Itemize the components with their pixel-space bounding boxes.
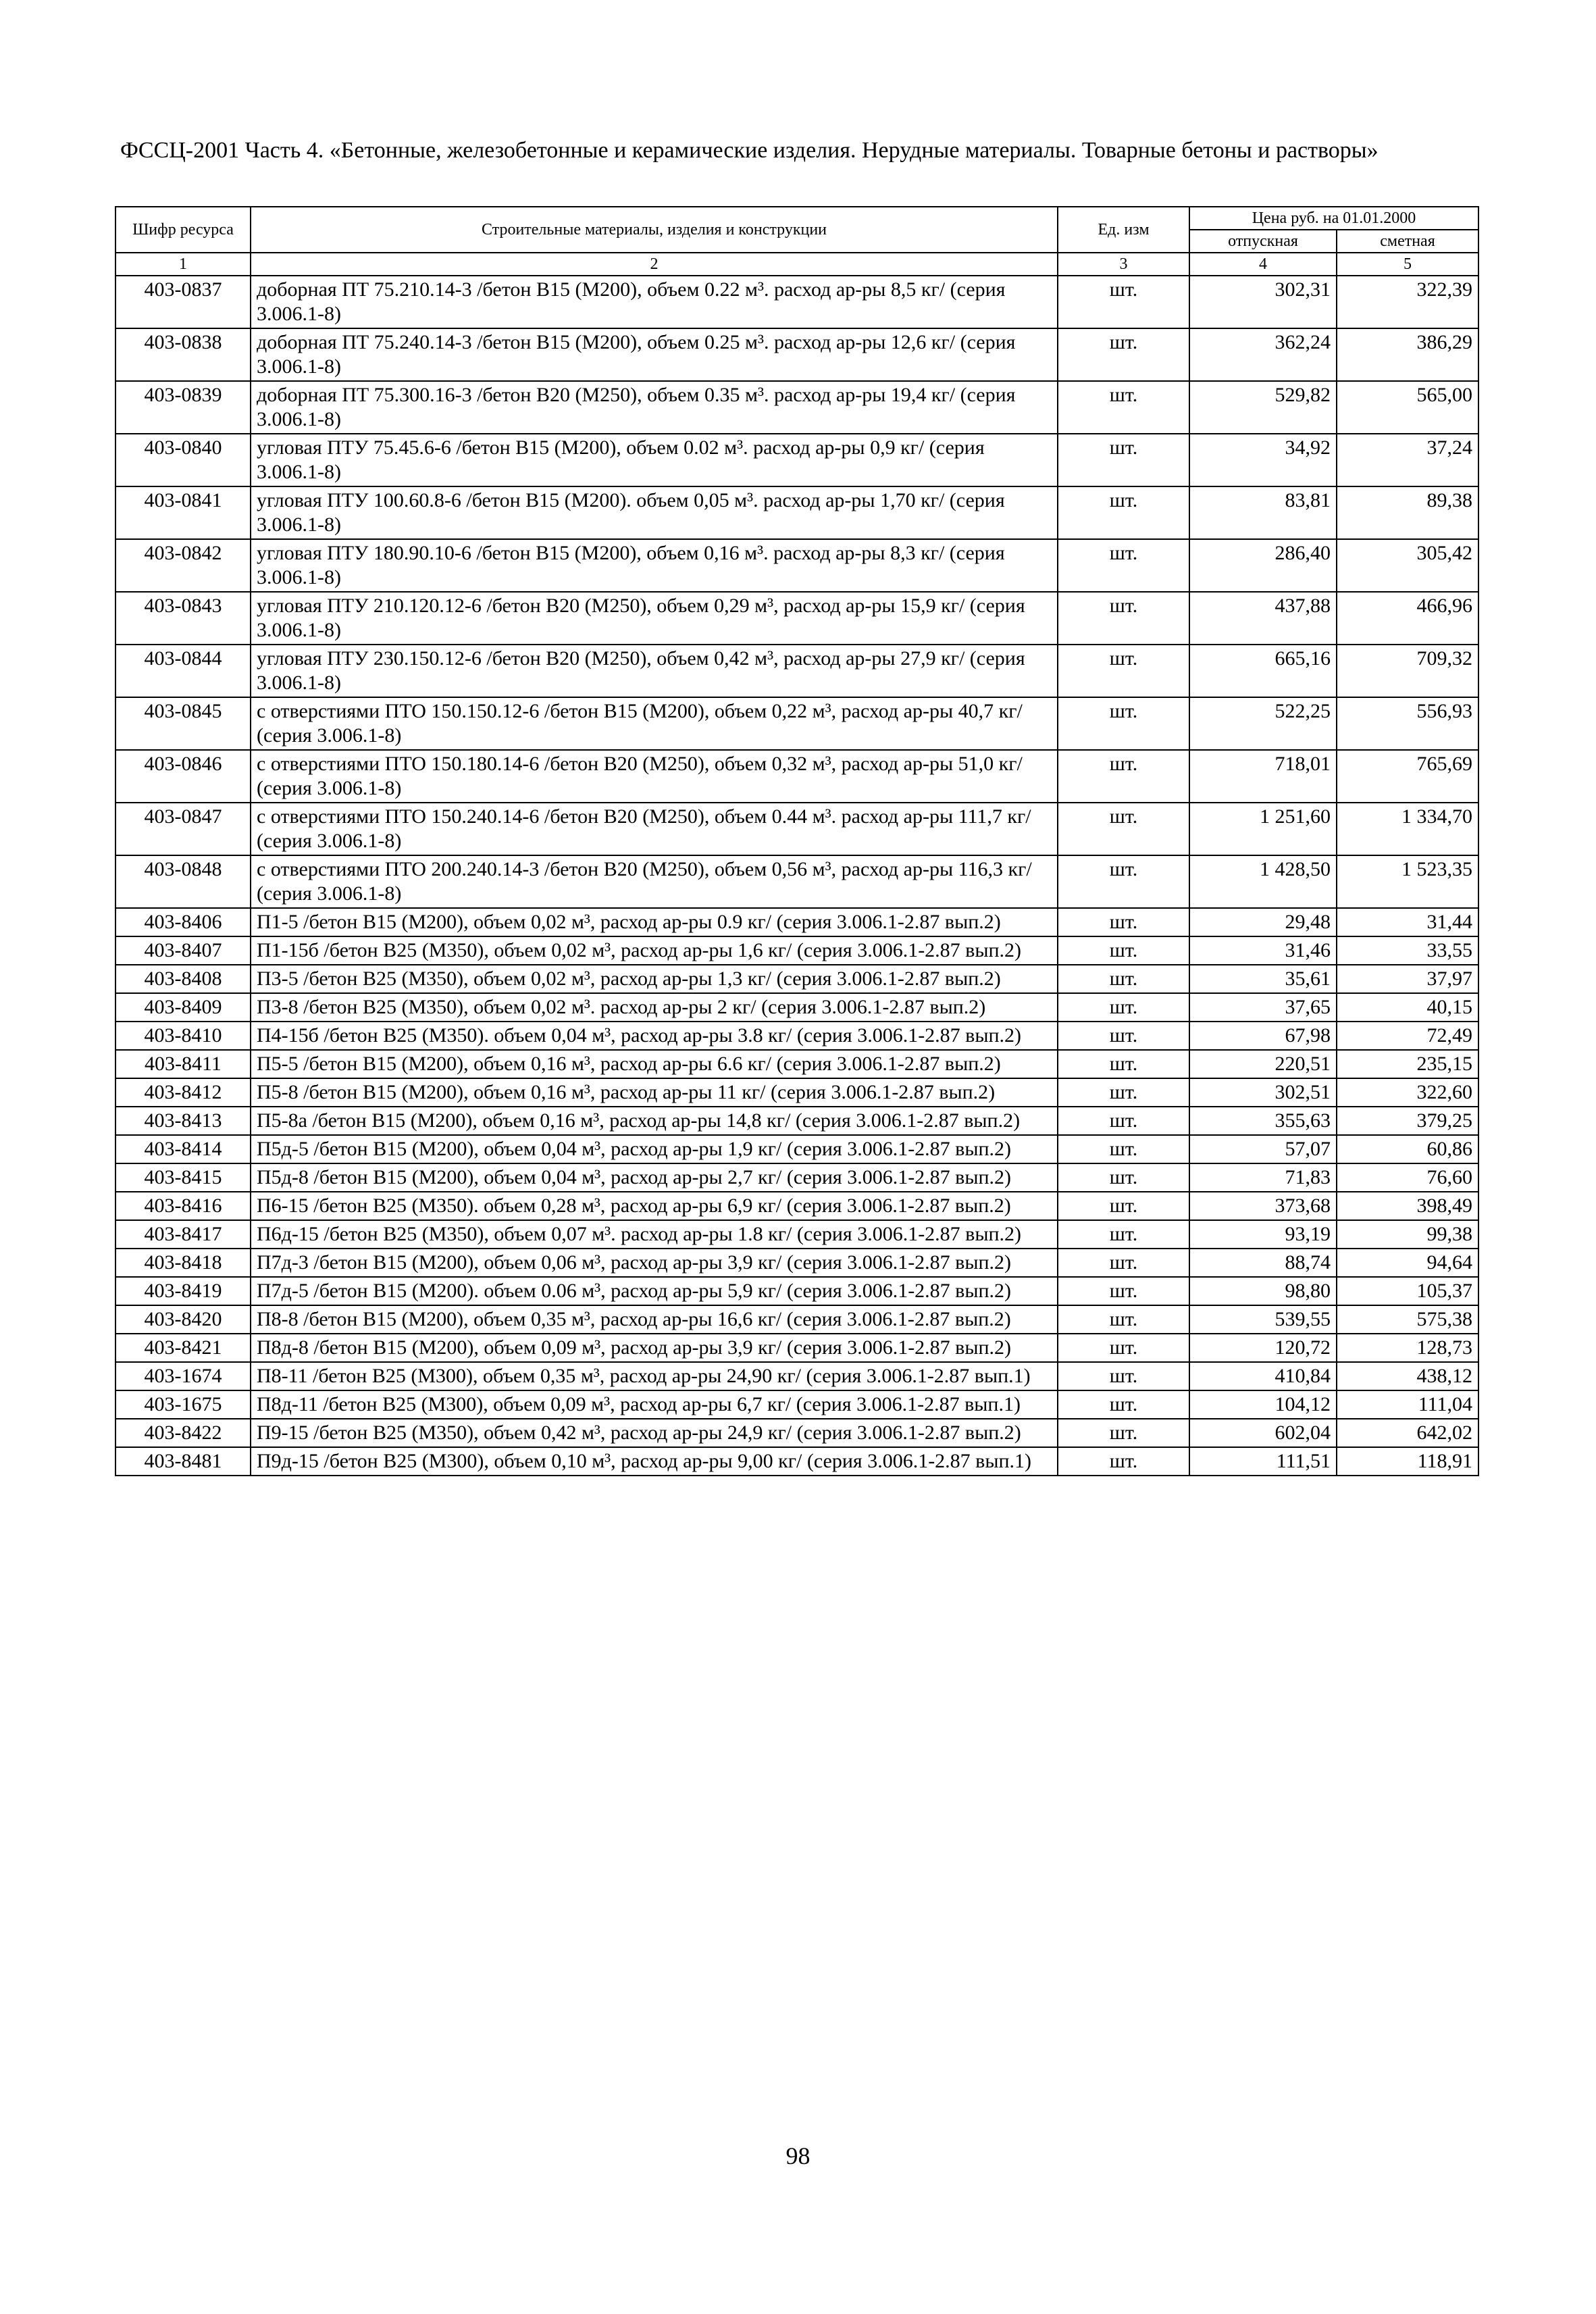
table-row	[115, 1050, 1478, 1078]
resource-code: 403-1675	[115, 1390, 251, 1419]
material-description: угловая ПТУ 180.90.10-6 /бетон В15 (М200), объем 0,16 м³. расход ар-ры 8,3 кг/ (серия 3.006.1-8)	[251, 539, 1058, 592]
release-price: 83,81	[1189, 486, 1337, 539]
material-description: угловая ПТУ 230.150.12-6 /бетон В20 (М250), объем 0,42 м³, расход ар-ры 27,9 кг/ (серия 3.006.1-8)	[251, 645, 1058, 697]
table-row	[115, 276, 1478, 328]
resource-code: 403-8406	[115, 908, 251, 936]
table-row	[115, 1447, 1478, 1476]
material-description: П7д-5 /бетон В15 (М200). объем 0.06 м³, расход ар-ры 5,9 кг/ (серия 3.006.1-2.87 вып.2)	[251, 1277, 1058, 1305]
resource-code: 403-8416	[115, 1192, 251, 1220]
table-row	[115, 486, 1478, 539]
estimate-price: 565,00	[1337, 381, 1478, 434]
estimate-price: 94,64	[1337, 1249, 1478, 1277]
release-price: 718,01	[1189, 750, 1337, 803]
table-row	[115, 1022, 1478, 1050]
material-description: с отверстиями ПТО 150.150.12-6 /бетон В15 (М200), объем 0,22 м³, расход ар-ры 40,7 кг/ (серия 3.006.1-8)	[251, 697, 1058, 750]
table-row	[115, 328, 1478, 381]
release-price: 88,74	[1189, 1249, 1337, 1277]
unit-of-measure: шт.	[1058, 1022, 1189, 1050]
unit-of-measure: шт.	[1058, 1390, 1189, 1419]
estimate-price: 89,38	[1337, 486, 1478, 539]
estimate-price: 118,91	[1337, 1447, 1478, 1476]
material-description: доборная ПТ 75.210.14-3 /бетон В15 (М200), объем 0.22 м³. расход ар-ры 8,5 кг/ (серия 3.006.1-8)	[251, 276, 1058, 328]
unit-of-measure: шт.	[1058, 592, 1189, 645]
estimate-price: 322,39	[1337, 276, 1478, 328]
unit-of-measure: шт.	[1058, 1107, 1189, 1135]
release-price: 93,19	[1189, 1220, 1337, 1249]
material-description: П5-5 /бетон В15 (М200), объем 0,16 м³, расход ар-ры 6.6 кг/ (серия 3.006.1-2.87 вып.2)	[251, 1050, 1058, 1078]
document-title: ФССЦ-2001 Часть 4. «Бетонные, железобетонные и керамические изделия. Нерудные материалы. Товарные бетоны и растворы»	[120, 138, 1379, 163]
release-price: 34,92	[1189, 434, 1337, 486]
table-row	[115, 592, 1478, 645]
release-price: 98,80	[1189, 1277, 1337, 1305]
unit-of-measure: шт.	[1058, 855, 1189, 908]
release-price: 1 428,50	[1189, 855, 1337, 908]
header-unit: Ед. изм	[1058, 207, 1189, 253]
resource-code: 403-8408	[115, 965, 251, 993]
unit-of-measure: шт.	[1058, 276, 1189, 328]
unit-of-measure: шт.	[1058, 486, 1189, 539]
unit-of-measure: шт.	[1058, 1192, 1189, 1220]
table-row	[115, 803, 1478, 855]
unit-of-measure: шт.	[1058, 908, 1189, 936]
release-price: 120,72	[1189, 1334, 1337, 1362]
material-description: П9-15 /бетон В25 (М350), объем 0,42 м³, расход ар-ры 24,9 кг/ (серия 3.006.1-2.87 вып.2)	[251, 1419, 1058, 1447]
estimate-price: 31,44	[1337, 908, 1478, 936]
table-row	[115, 1135, 1478, 1163]
resource-code: 403-8410	[115, 1022, 251, 1050]
material-description: П5д-5 /бетон В15 (М200), объем 0,04 м³, расход ар-ры 1,9 кг/ (серия 3.006.1-2.87 вып.2)	[251, 1135, 1058, 1163]
resource-code: 403-8413	[115, 1107, 251, 1135]
estimate-price: 128,73	[1337, 1334, 1478, 1362]
material-description: П4-15б /бетон В25 (М350). объем 0,04 м³, расход ар-ры 3.8 кг/ (серия 3.006.1-2.87 вып.2)	[251, 1022, 1058, 1050]
resource-code: 403-0837	[115, 276, 251, 328]
table-row	[115, 1249, 1478, 1277]
release-price: 71,83	[1189, 1163, 1337, 1192]
unit-of-measure: шт.	[1058, 936, 1189, 965]
release-price: 111,51	[1189, 1447, 1337, 1476]
unit-of-measure: шт.	[1058, 697, 1189, 750]
release-price: 57,07	[1189, 1135, 1337, 1163]
resource-code: 403-8421	[115, 1334, 251, 1362]
estimate-price: 60,86	[1337, 1135, 1478, 1163]
material-description: П8-8 /бетон В15 (М200), объем 0,35 м³, расход ар-ры 16,6 кг/ (серия 3.006.1-2.87 вып.2)	[251, 1305, 1058, 1334]
release-price: 665,16	[1189, 645, 1337, 697]
resource-code: 403-8422	[115, 1419, 251, 1447]
column-number: 1	[115, 253, 251, 276]
release-price: 529,82	[1189, 381, 1337, 434]
table-body	[115, 276, 1478, 1476]
table-header-row	[115, 207, 1478, 230]
unit-of-measure: шт.	[1058, 965, 1189, 993]
table-row	[115, 965, 1478, 993]
resource-code: 403-0838	[115, 328, 251, 381]
estimate-price: 76,60	[1337, 1163, 1478, 1192]
unit-of-measure: шт.	[1058, 1305, 1189, 1334]
table-row	[115, 1362, 1478, 1390]
resource-code: 403-8417	[115, 1220, 251, 1249]
header-price: Цена руб. на 01.01.2000	[1189, 207, 1478, 230]
estimate-price: 72,49	[1337, 1022, 1478, 1050]
column-number: 2	[251, 253, 1058, 276]
estimate-price: 438,12	[1337, 1362, 1478, 1390]
material-description: с отверстиями ПТО 200.240.14-3 /бетон В20 (М250), объем 0,56 м³, расход ар-ры 116,3 кг/ (серия 3.006.1-8)	[251, 855, 1058, 908]
estimate-price: 1 523,35	[1337, 855, 1478, 908]
table-row	[115, 936, 1478, 965]
page-number: 98	[786, 2142, 810, 2169]
column-number: 5	[1337, 253, 1478, 276]
release-price: 37,65	[1189, 993, 1337, 1022]
estimate-price: 33,55	[1337, 936, 1478, 965]
material-description: с отверстиями ПТО 150.180.14-6 /бетон В20 (М250), объем 0,32 м³, расход ар-ры 51,0 кг/ (серия 3.006.1-8)	[251, 750, 1058, 803]
header-price-release: отпускная	[1189, 230, 1337, 253]
release-price: 220,51	[1189, 1050, 1337, 1078]
release-price: 286,40	[1189, 539, 1337, 592]
material-description: П1-5 /бетон В15 (М200), объем 0,02 м³, расход ар-ры 0.9 кг/ (серия 3.006.1-2.87 вып.2)	[251, 908, 1058, 936]
unit-of-measure: шт.	[1058, 434, 1189, 486]
unit-of-measure: шт.	[1058, 993, 1189, 1022]
material-description: П5д-8 /бетон В15 (М200), объем 0,04 м³, расход ар-ры 2,7 кг/ (серия 3.006.1-2.87 вып.2)	[251, 1163, 1058, 1192]
unit-of-measure: шт.	[1058, 1447, 1189, 1476]
table-row	[115, 697, 1478, 750]
column-number-row	[115, 253, 1478, 276]
table-row	[115, 1305, 1478, 1334]
release-price: 104,12	[1189, 1390, 1337, 1419]
resource-code: 403-0848	[115, 855, 251, 908]
unit-of-measure: шт.	[1058, 1249, 1189, 1277]
estimate-price: 111,04	[1337, 1390, 1478, 1419]
resource-code: 403-8420	[115, 1305, 251, 1334]
material-description: П8-11 /бетон В25 (М300), объем 0,35 м³, расход ар-ры 24,90 кг/ (серия 3.006.1-2.87 вып.1)	[251, 1362, 1058, 1390]
material-description: П9д-15 /бетон В25 (М300), объем 0,10 м³, расход ар-ры 9,00 кг/ (серия 3.006.1-2.87 вып.1)	[251, 1447, 1058, 1476]
estimate-price: 398,49	[1337, 1192, 1478, 1220]
release-price: 35,61	[1189, 965, 1337, 993]
estimate-price: 1 334,70	[1337, 803, 1478, 855]
resource-code: 403-8411	[115, 1050, 251, 1078]
column-number: 3	[1058, 253, 1189, 276]
material-description: П3-5 /бетон В25 (М350), объем 0,02 м³, расход ар-ры 1,3 кг/ (серия 3.006.1-2.87 вып.2)	[251, 965, 1058, 993]
release-price: 302,31	[1189, 276, 1337, 328]
material-description: П6д-15 /бетон В25 (М350), объем 0,07 м³. расход ар-ры 1.8 кг/ (серия 3.006.1-2.87 вып.2)	[251, 1220, 1058, 1249]
release-price: 410,84	[1189, 1362, 1337, 1390]
resource-code: 403-0841	[115, 486, 251, 539]
document-header	[120, 134, 1485, 168]
resource-code: 403-0846	[115, 750, 251, 803]
material-description: доборная ПТ 75.240.14-3 /бетон В15 (М200), объем 0.25 м³. расход ар-ры 12,6 кг/ (серия 3.006.1-8)	[251, 328, 1058, 381]
header-code: Шифр ресурса	[115, 207, 251, 253]
table-row	[115, 434, 1478, 486]
resource-code: 403-0845	[115, 697, 251, 750]
table-row	[115, 381, 1478, 434]
unit-of-measure: шт.	[1058, 645, 1189, 697]
estimate-price: 709,32	[1337, 645, 1478, 697]
resource-code: 403-8418	[115, 1249, 251, 1277]
unit-of-measure: шт.	[1058, 1277, 1189, 1305]
table-row	[115, 908, 1478, 936]
table-row	[115, 1220, 1478, 1249]
estimate-price: 235,15	[1337, 1050, 1478, 1078]
resource-code: 403-0839	[115, 381, 251, 434]
table-row	[115, 1163, 1478, 1192]
table-row	[115, 645, 1478, 697]
material-description: П8д-11 /бетон В25 (М300), объем 0,09 м³, расход ар-ры 6,7 кг/ (серия 3.006.1-2.87 вып.1)	[251, 1390, 1058, 1419]
estimate-price: 40,15	[1337, 993, 1478, 1022]
estimate-price: 642,02	[1337, 1419, 1478, 1447]
material-description: П6-15 /бетон В25 (М350). объем 0,28 м³, расход ар-ры 6,9 кг/ (серия 3.006.1-2.87 вып.2)	[251, 1192, 1058, 1220]
unit-of-measure: шт.	[1058, 1050, 1189, 1078]
material-description: П1-15б /бетон В25 (М350), объем 0,02 м³, расход ар-ры 1,6 кг/ (серия 3.006.1-2.87 вып.2)	[251, 936, 1058, 965]
resource-code: 403-8415	[115, 1163, 251, 1192]
table-row	[115, 1192, 1478, 1220]
estimate-price: 466,96	[1337, 592, 1478, 645]
resource-code: 403-8412	[115, 1078, 251, 1107]
material-description: с отверстиями ПТО 150.240.14-6 /бетон В20 (М250), объем 0.44 м³. расход ар-ры 111,7 кг/ (серия 3.006.1-8)	[251, 803, 1058, 855]
unit-of-measure: шт.	[1058, 381, 1189, 434]
resource-code: 403-0840	[115, 434, 251, 486]
table-row	[115, 1277, 1478, 1305]
header-description: Строительные материалы, изделия и конструкции	[251, 207, 1058, 253]
header-price-estimate: сметная	[1337, 230, 1478, 253]
unit-of-measure: шт.	[1058, 1135, 1189, 1163]
unit-of-measure: шт.	[1058, 1220, 1189, 1249]
material-description: П5-8 /бетон В15 (М200), объем 0,16 м³, расход ар-ры 11 кг/ (серия 3.006.1-2.87 вып.2)	[251, 1078, 1058, 1107]
unit-of-measure: шт.	[1058, 1419, 1189, 1447]
estimate-price: 556,93	[1337, 697, 1478, 750]
unit-of-measure: шт.	[1058, 1163, 1189, 1192]
unit-of-measure: шт.	[1058, 750, 1189, 803]
table-row	[115, 750, 1478, 803]
unit-of-measure: шт.	[1058, 539, 1189, 592]
table-row	[115, 1334, 1478, 1362]
release-price: 1 251,60	[1189, 803, 1337, 855]
estimate-price: 305,42	[1337, 539, 1478, 592]
table-row	[115, 1419, 1478, 1447]
release-price: 437,88	[1189, 592, 1337, 645]
resource-code: 403-0844	[115, 645, 251, 697]
release-price: 602,04	[1189, 1419, 1337, 1447]
estimate-price: 575,38	[1337, 1305, 1478, 1334]
estimate-price: 322,60	[1337, 1078, 1478, 1107]
release-price: 539,55	[1189, 1305, 1337, 1334]
material-description: угловая ПТУ 210.120.12-6 /бетон В20 (М250), объем 0,29 м³, расход ар-ры 15,9 кг/ (серия 3.006.1-8)	[251, 592, 1058, 645]
release-price: 31,46	[1189, 936, 1337, 965]
resource-code: 403-8409	[115, 993, 251, 1022]
release-price: 373,68	[1189, 1192, 1337, 1220]
table-row	[115, 855, 1478, 908]
resource-code: 403-8414	[115, 1135, 251, 1163]
table-row	[115, 1390, 1478, 1419]
table-row	[115, 993, 1478, 1022]
unit-of-measure: шт.	[1058, 328, 1189, 381]
unit-of-measure: шт.	[1058, 803, 1189, 855]
table-row	[115, 539, 1478, 592]
material-description: доборная ПТ 75.300.16-3 /бетон В20 (М250), объем 0.35 м³. расход ар-ры 19,4 кг/ (серия 3.006.1-8)	[251, 381, 1058, 434]
estimate-price: 37,24	[1337, 434, 1478, 486]
unit-of-measure: шт.	[1058, 1362, 1189, 1390]
column-number: 4	[1189, 253, 1337, 276]
table-row	[115, 1078, 1478, 1107]
resource-code: 403-8407	[115, 936, 251, 965]
material-description: П3-8 /бетон В25 (М350), объем 0,02 м³. расход ар-ры 2 кг/ (серия 3.006.1-2.87 вып.2)	[251, 993, 1058, 1022]
material-description: П5-8а /бетон В15 (М200), объем 0,16 м³, расход ар-ры 14,8 кг/ (серия 3.006.1-2.87 вып.2)	[251, 1107, 1058, 1135]
resource-code: 403-1674	[115, 1362, 251, 1390]
unit-of-measure: шт.	[1058, 1334, 1189, 1362]
material-description: П7д-3 /бетон В15 (М200), объем 0,06 м³, расход ар-ры 3,9 кг/ (серия 3.006.1-2.87 вып.2)	[251, 1249, 1058, 1277]
estimate-price: 765,69	[1337, 750, 1478, 803]
release-price: 522,25	[1189, 697, 1337, 750]
resource-code: 403-0847	[115, 803, 251, 855]
resource-code: 403-0842	[115, 539, 251, 592]
estimate-price: 379,25	[1337, 1107, 1478, 1135]
material-description: П8д-8 /бетон В15 (М200), объем 0,09 м³, расход ар-ры 3,9 кг/ (серия 3.006.1-2.87 вып.2)	[251, 1334, 1058, 1362]
resource-code: 403-8419	[115, 1277, 251, 1305]
unit-of-measure: шт.	[1058, 1078, 1189, 1107]
estimate-price: 99,38	[1337, 1220, 1478, 1249]
release-price: 29,48	[1189, 908, 1337, 936]
estimate-price: 105,37	[1337, 1277, 1478, 1305]
table-row	[115, 1107, 1478, 1135]
resource-code: 403-0843	[115, 592, 251, 645]
resource-code: 403-8481	[115, 1447, 251, 1476]
release-price: 355,63	[1189, 1107, 1337, 1135]
estimate-price: 386,29	[1337, 328, 1478, 381]
material-description: угловая ПТУ 75.45.6-6 /бетон В15 (М200), объем 0.02 м³. расход ар-ры 0,9 кг/ (серия 3.006.1-8)	[251, 434, 1058, 486]
material-description: угловая ПТУ 100.60.8-6 /бетон В15 (М200). объем 0,05 м³. расход ар-ры 1,70 кг/ (серия 3.006.1-8)	[251, 486, 1058, 539]
estimate-price: 37,97	[1337, 965, 1478, 993]
release-price: 362,24	[1189, 328, 1337, 381]
release-price: 67,98	[1189, 1022, 1337, 1050]
release-price: 302,51	[1189, 1078, 1337, 1107]
materials-price-table	[115, 206, 1479, 1476]
